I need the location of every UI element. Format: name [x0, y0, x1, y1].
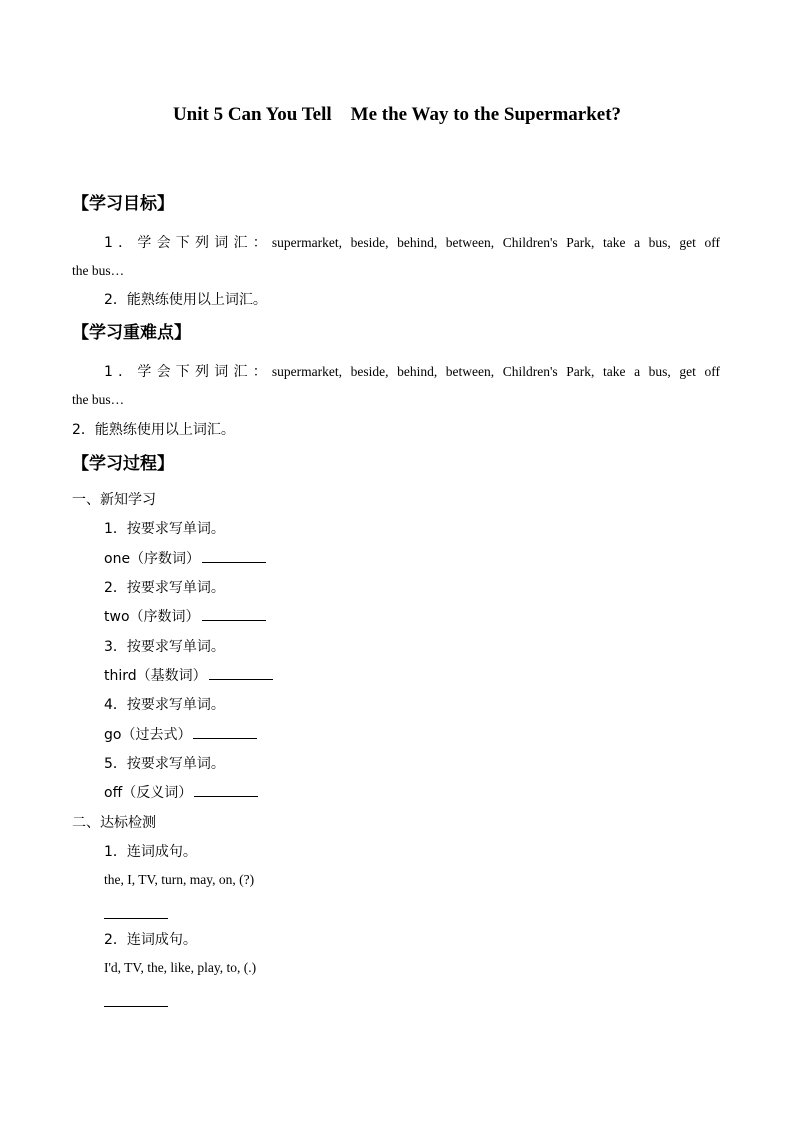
goals-item-1-text: supermarket, beside, behind, between, Children's Park, take a bus, get off	[271, 235, 720, 250]
part1-prompt-2-text: two（序数词）	[104, 609, 200, 625]
part1-prompt-4-text: go（过去式）	[104, 727, 192, 743]
answer-blank-7[interactable]	[104, 1005, 168, 1007]
goals-item-1	[104, 232, 720, 252]
part2-instruction-2: 2．连词成句。	[104, 932, 197, 948]
part1-prompt-5	[104, 782, 258, 802]
goals-item-1-num: 1．学会下列词汇：	[104, 235, 272, 251]
process-heading: 【学习过程】	[72, 454, 174, 474]
goals-item-2: 2．能熟练使用以上词汇。	[104, 292, 267, 308]
answer-blank-1[interactable]	[202, 549, 266, 563]
part1-instruction-3: 3．按要求写单词。	[104, 639, 225, 655]
part2-instruction-1: 1．连词成句。	[104, 844, 197, 860]
part1-prompt-1	[104, 548, 266, 568]
answer-blank-2[interactable]	[202, 607, 266, 621]
part1-instruction-2: 2．按要求写单词。	[104, 580, 225, 596]
part1-prompt-3-text: third（基数词）	[104, 668, 207, 684]
part2-words-1: the, I, TV, turn, may, on, (?)	[104, 872, 255, 887]
answer-blank-6[interactable]	[104, 917, 168, 919]
page-title: Unit 5 Can You Tell Me the Way to the Supermarket?	[172, 104, 622, 125]
answer-blank-5[interactable]	[194, 783, 258, 797]
part1-instruction-4: 4．按要求写单词。	[104, 697, 225, 713]
goals-heading: 【学习目标】	[72, 194, 174, 214]
part1-prompt-2	[104, 606, 266, 626]
part2-words-2: I'd, TV, the, like, play, to, (.)	[104, 960, 257, 975]
goals-item-1-cont: the bus…	[72, 263, 125, 278]
key-points-item-1	[104, 361, 720, 381]
key-points-item-1-text: supermarket, beside, behind, between, Children's Park, take a bus, get off	[271, 364, 720, 379]
answer-blank-4[interactable]	[193, 725, 257, 739]
part1-prompt-5-text: off（反义词）	[104, 785, 193, 801]
key-points-item-1-cont: the bus…	[72, 392, 125, 407]
part1-instruction-5: 5．按要求写单词。	[104, 756, 225, 772]
key-points-heading: 【学习重难点】	[72, 323, 191, 343]
key-points-item-1-num: 1．学会下列词汇：	[104, 364, 272, 380]
part1-instruction-1: 1．按要求写单词。	[104, 521, 225, 537]
part2-title: 二、达标检测	[72, 815, 156, 831]
part1-prompt-3	[104, 665, 273, 685]
part1-prompt-4	[104, 724, 257, 744]
answer-blank-3[interactable]	[209, 666, 273, 680]
key-points-item-2: 2．能熟练使用以上词汇。	[72, 422, 235, 438]
part1-title: 一、新知学习	[72, 492, 156, 508]
part1-prompt-1-text: one（序数词）	[104, 551, 201, 567]
